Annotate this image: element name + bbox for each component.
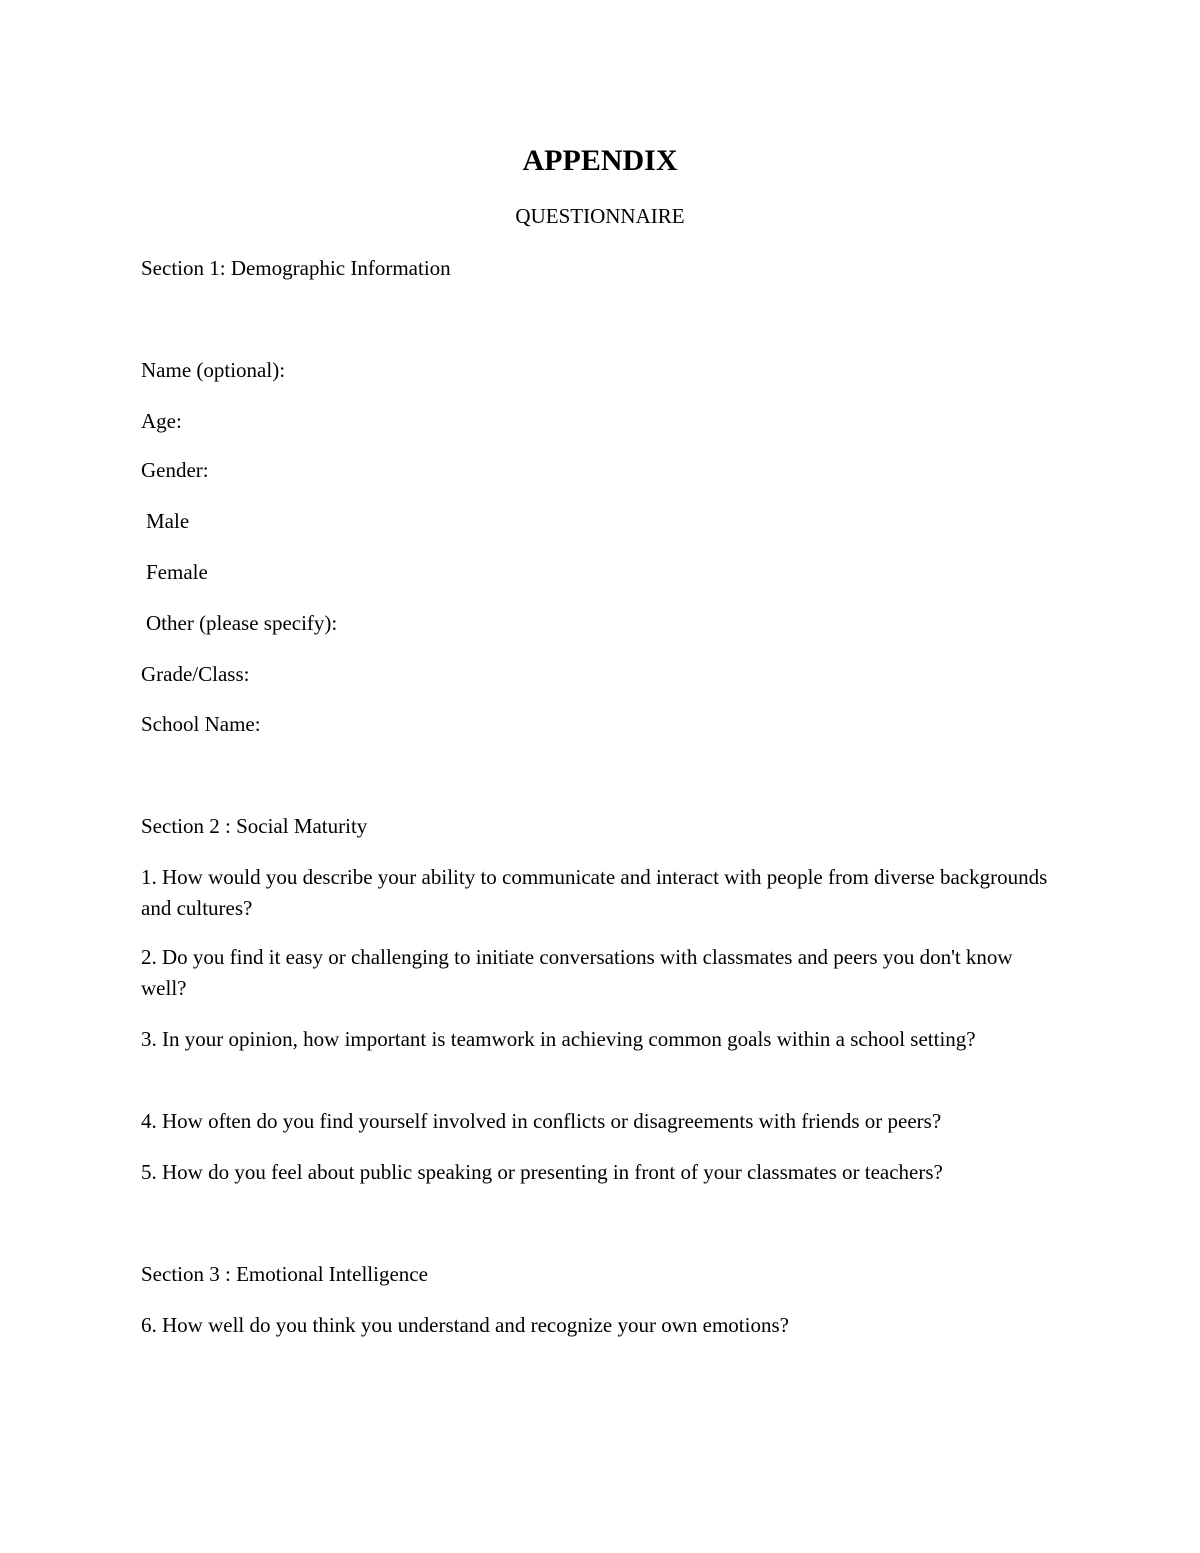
field-school-label: School Name: [141, 712, 261, 736]
field-grade-label: Grade/Class: [141, 662, 250, 686]
field-age-label: Age: [141, 409, 182, 433]
question-3: 3. In your opinion, how important is teamwork in achieving common goals within a school setting? [141, 1027, 976, 1051]
field-name-label: Name (optional): [141, 358, 286, 382]
section-3-heading: Section 3 : Emotional Intelligence [141, 1262, 428, 1286]
field-gender-label: Gender: [141, 458, 209, 482]
question-2: 2. Do you find it easy or challenging to initiate conversations with classmates and peers you don't know well? [141, 945, 1013, 1000]
question-6: 6. How well do you think you understand and recognize your own emotions? [141, 1313, 789, 1337]
gender-option-female: Female [146, 560, 208, 584]
question-1: 1. How would you describe your ability to communicate and interact with people from diverse backgrounds and cultures? [141, 865, 1048, 920]
document-title: APPENDIX [522, 144, 678, 177]
question-4: 4. How often do you find yourself involved in conflicts or disagreements with friends or peers? [141, 1109, 942, 1133]
question-5: 5. How do you feel about public speaking or presenting in front of your classmates or teachers? [141, 1160, 943, 1184]
section-1-heading: Section 1: Demographic Information [141, 256, 451, 280]
section-2-heading: Section 2 : Social Maturity [141, 814, 368, 838]
gender-option-other: Other (please specify): [146, 611, 338, 635]
gender-option-male: Male [146, 509, 190, 533]
document-subtitle: QUESTIONNAIRE [515, 204, 685, 228]
